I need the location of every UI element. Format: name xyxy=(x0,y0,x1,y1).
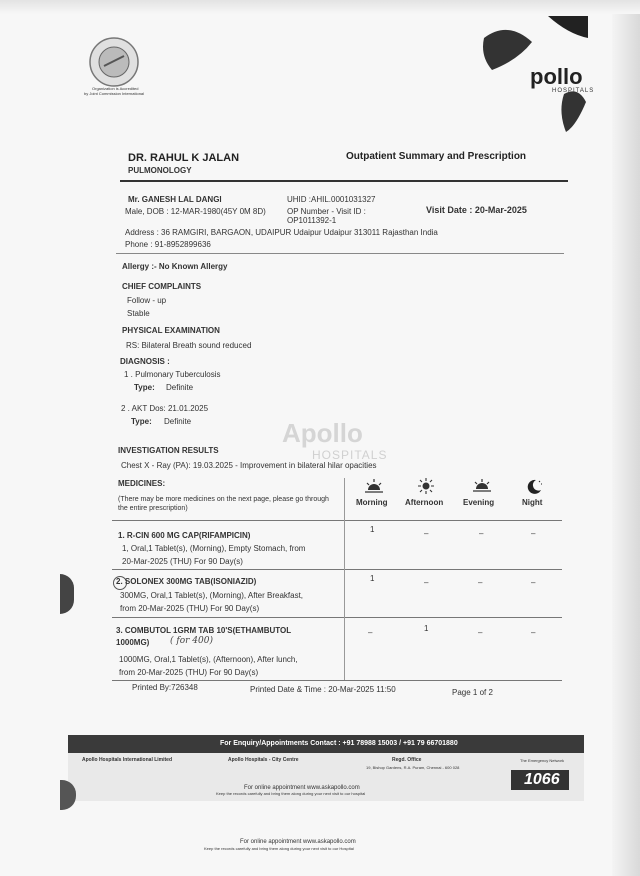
medicine-row-2-line2: from 20-Mar-2025 (THU) For 90 Day(s) xyxy=(120,604,260,613)
doctor-name: DR. RAHUL K JALAN xyxy=(128,152,240,164)
medicine-row-3-title2: 1000MG) xyxy=(116,638,150,647)
accreditation-line-1: Organization is Accredited xyxy=(92,86,139,91)
patient-uhid: UHID :AHIL.0001031327 xyxy=(287,195,376,204)
watermark-line-2: HOSPITALS xyxy=(312,448,388,462)
patient-op-number: OP Number - Visit ID : xyxy=(287,207,366,216)
sun-icon xyxy=(416,478,436,494)
table-rule xyxy=(112,520,562,521)
diagnosis-item-2: 2 . AKT Dos: 21.01.2025 xyxy=(121,404,209,413)
header-rule xyxy=(120,180,568,182)
diagnosis-type-value: Definite xyxy=(164,417,192,426)
dose-afternoon: 1 xyxy=(424,624,429,633)
patient-phone: Phone : 91-8952899636 xyxy=(125,240,211,249)
dose-night: – xyxy=(531,529,536,538)
footer-col3-title: Regd. Office xyxy=(392,757,422,763)
dose-night: – xyxy=(531,628,536,637)
jci-seal-icon xyxy=(88,36,140,88)
dose-afternoon: – xyxy=(424,529,429,538)
medicines-note: (There may be more medicines on the next page, please go through the entire prescription) xyxy=(118,496,329,512)
dose-evening: – xyxy=(478,628,483,637)
patient-name: Mr. GANESH LAL DANGI xyxy=(128,195,222,204)
accreditation-line-2: by Joint Commission International xyxy=(84,91,145,96)
emergency-number: 1066 xyxy=(524,771,560,788)
footer-col3-line: 19, Bishop Gardens, R.A. Puram, Chennai - 600 028 xyxy=(366,765,460,770)
footer-bottom-keep: Keep the records carefully and bring them along during your next visit to our Hospital xyxy=(204,846,354,851)
dose-morning: 1 xyxy=(370,525,375,534)
doctor-dept: PULMONOLOGY xyxy=(128,166,192,175)
logo-brand: pollo xyxy=(530,64,583,89)
diagnosis-heading: DIAGNOSIS : xyxy=(120,357,170,366)
complaint-item: Follow - up xyxy=(127,296,167,305)
column-afternoon: Afternoon xyxy=(405,498,444,507)
watermark-line-1: Apollo xyxy=(282,418,363,448)
column-evening: Evening xyxy=(463,498,495,507)
sunrise-icon xyxy=(364,478,384,494)
footer-col1-title: Apollo Hospitals International Limited xyxy=(82,757,173,763)
dose-evening: – xyxy=(478,578,483,587)
dose-night: – xyxy=(531,578,536,587)
printed-by: Printed By:726348 xyxy=(132,683,198,692)
moon-icon xyxy=(524,478,544,494)
medicine-row-1-title: 1. R-CIN 600 MG CAP(RIFAMPICIN) xyxy=(118,531,251,540)
column-night: Night xyxy=(522,498,543,507)
patient-op-value: OP1011392-1 xyxy=(287,216,337,225)
footer-bottom-online: For online appointment www.askapollo.com xyxy=(240,839,356,845)
chief-complaints-heading: CHIEF COMPLAINTS xyxy=(122,282,202,291)
medicine-row-2-line1: 300MG, Oral,1 Tablet(s), (Morning), After Breakfast, xyxy=(120,591,304,600)
patient-dob: Male, DOB : 12-MAR-1980(45Y 0M 8D) xyxy=(125,207,266,216)
table-rule xyxy=(112,617,562,618)
investigation-heading: INVESTIGATION RESULTS xyxy=(118,446,219,455)
scan-top-fold xyxy=(0,0,640,14)
footer-col2-title: Apollo Hospitals - City Centre xyxy=(228,757,299,763)
visit-date: Visit Date : 20-Mar-2025 xyxy=(426,205,527,215)
sunset-icon xyxy=(472,478,492,494)
diagnosis-type-value: Definite xyxy=(166,383,194,392)
document-title: Outpatient Summary and Prescription xyxy=(346,151,527,162)
diagnosis-item-1: 1 . Pulmonary Tuberculosis xyxy=(124,370,221,379)
medicine-row-1-line1: 1, Oral,1 Tablet(s), (Morning), Empty Stomach, from xyxy=(122,544,306,553)
medicines-heading: MEDICINES: xyxy=(118,479,166,488)
column-morning: Morning xyxy=(356,498,388,507)
investigation-text: Chest X - Ray (PA): 19.03.2025 - Improvement in bilateral hilar opacities xyxy=(121,461,377,470)
patient-rule xyxy=(116,253,564,254)
handwritten-note: ( for 400) xyxy=(170,636,213,646)
dose-morning: 1 xyxy=(370,574,375,583)
footer-keep: Keep the records carefully and bring them along during your next visit to our hospital xyxy=(216,791,366,796)
page-number: Page 1 of 2 xyxy=(452,688,493,697)
medicine-row-3-line1: 1000MG, Oral,1 Tablet(s), (Afternoon), After lunch, xyxy=(119,655,298,664)
medicine-row-1-line2: 20-Mar-2025 (THU) For 90 Day(s) xyxy=(122,557,243,566)
diagnosis-type-label: Type: xyxy=(131,417,152,426)
printed-date: Printed Date & Time : 20-Mar-2025 11:50 xyxy=(250,685,396,694)
table-rule xyxy=(112,680,562,681)
emergency-label: The Emergency Network xyxy=(520,758,565,763)
footer-online: For online appointment www.askapollo.com xyxy=(244,785,360,791)
medicine-row-2-title: 2. SOLONEX 300MG TAB(ISONIAZID) xyxy=(116,577,257,586)
dose-morning: – xyxy=(368,628,373,637)
footer-contact: For Enquiry/Appointments Contact : +91 78988 15003 / +91 79 66701880 xyxy=(220,740,458,747)
scan-shadow xyxy=(60,574,74,614)
complaint-item: Stable xyxy=(127,309,150,318)
allergy-text: Allergy :- No Known Allergy xyxy=(122,262,228,271)
table-rule xyxy=(112,569,562,570)
dose-evening: – xyxy=(479,529,484,538)
physical-exam-heading: PHYSICAL EXAMINATION xyxy=(122,326,220,335)
physical-exam-text: RS: Bilateral Breath sound reduced xyxy=(126,341,252,350)
diagnosis-type-label: Type: xyxy=(134,383,155,392)
logo-sub: HOSPITALS xyxy=(552,88,595,94)
medicine-row-3-line2: from 20-Mar-2025 (THU) For 90 Day(s) xyxy=(119,668,259,677)
patient-address: Address : 36 RAMGIRI, BARGAON, UDAIPUR Udaipur Udaipur 313011 Rajasthan India xyxy=(125,228,438,237)
medicine-row-3-title: 3. COMBUTOL 1GRM TAB 10'S(ETHAMBUTOL xyxy=(116,626,292,635)
table-divider xyxy=(344,478,345,680)
scan-edge xyxy=(612,0,640,876)
dose-afternoon: – xyxy=(424,578,429,587)
